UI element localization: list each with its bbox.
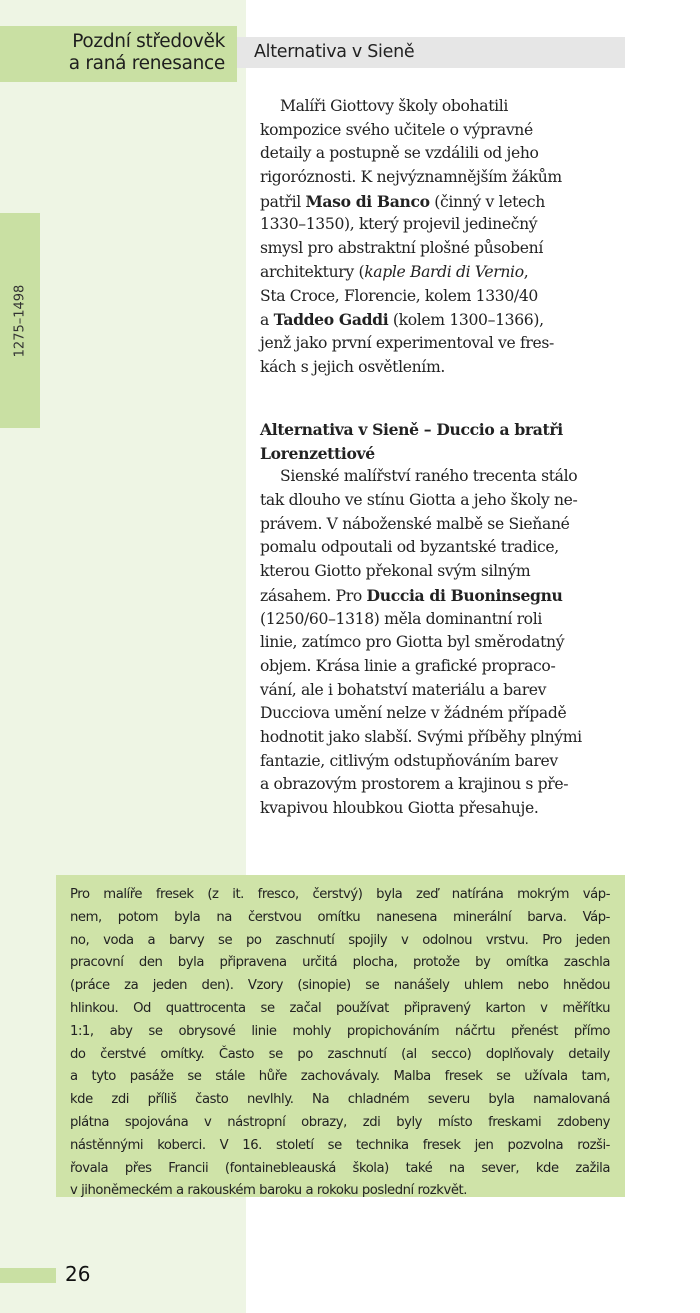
text-line <box>260 95 635 119</box>
text-run: vání, ale i bohatství materiálu a barev <box>260 680 547 699</box>
text-run: objem. Krása linie a grafické propraco- <box>260 656 556 675</box>
text-line <box>260 489 635 513</box>
box-text-line: Pro malíře fresek (z it. fresco, čerstvý) byla zeď natírána mokrým váp- <box>70 887 610 902</box>
text-run: pomalu odpoutali od byzantské tradice, <box>260 538 559 557</box>
box-text-line: nem, potom byla na čerstvou omítku nanesena minerální barva. Váp- <box>70 909 610 925</box>
text-run: Sta Croce, Florencie, kolem 1330/40 <box>260 286 538 305</box>
text-run: 1330–1350), který projevil jedinečný <box>260 215 538 234</box>
period-tab <box>0 213 40 428</box>
text-line <box>260 308 635 332</box>
text-run: Malíři Giottovy školy obohatili <box>280 97 509 115</box>
text-line <box>260 679 635 703</box>
text-line <box>260 166 635 190</box>
text-line <box>260 726 635 750</box>
text-run: právem. V náboženské malbě se Sieňané <box>260 514 570 533</box>
box-text-line: v jihoněmeckém a rakouském baroku a rokoku poslední rozkvět. <box>70 1183 467 1199</box>
text-run: fantazie, citlivým odstupňováním barev <box>260 751 558 770</box>
text-run: kterou Giotto překonal svým silným <box>260 562 531 581</box>
text-run: hodnotit jako slabší. Svými příběhy plnými <box>260 727 582 746</box>
box-text-line: plátna spojována v nástropní obrazy, zdi byly místo freskami zdobeny <box>70 1114 610 1130</box>
text-run: rigoróznosti. K nejvýznamnějším žákům <box>260 168 562 187</box>
text-run: tak dlouho ve stínu Giotta a jeho školy ne- <box>260 491 578 510</box>
text-run: detaily a postupně se vzdálili od jeho <box>260 144 539 163</box>
bold-name: Taddeo Gaddi <box>273 310 389 330</box>
box-text-line: hlinkou. Od quattrocenta se začal používat připravený karton v měřítku <box>70 1000 610 1016</box>
text-line <box>260 797 635 821</box>
box-text-line: řovala přes Francii (fontainebleauská škola) také na sever, kde zažila <box>70 1160 610 1176</box>
text-run: smysl pro abstraktní plošné působení <box>260 239 543 258</box>
text-run: kompozice svého učitele o výpravné <box>260 120 533 139</box>
subheading-line-2: Lorenzettiové <box>260 443 375 463</box>
period-label: 1275–1498 <box>12 284 28 358</box>
text-line <box>260 655 635 679</box>
text-line <box>260 213 635 237</box>
text-line <box>260 261 635 285</box>
text-line <box>260 190 635 214</box>
text-run: , <box>523 262 529 281</box>
text-run: (činný v letech <box>429 192 545 211</box>
text-line <box>260 560 635 584</box>
text-line <box>260 332 635 356</box>
section-title: Alternativa v Sieně <box>237 37 625 68</box>
text-run: kvapivou hloubkou Giotta přesahuje. <box>260 799 539 817</box>
page-number-bar <box>0 1268 56 1283</box>
paragraph-1 <box>260 95 635 379</box>
paragraph-2 <box>260 465 635 820</box>
text-run: architektury ( <box>260 262 365 281</box>
text-line <box>260 465 635 489</box>
text-run: linie, zatímco pro Giotta byl směrodatný <box>260 633 565 652</box>
text-line <box>260 702 635 726</box>
box-text-line: pracovní den byla připravena určitá plocha, protože by omítka zaschla <box>70 955 610 971</box>
text-run: (kolem 1300–1366), <box>388 311 544 330</box>
text-run: (1250/60–1318) měla dominantní roli <box>260 609 542 628</box>
text-line <box>260 237 635 261</box>
text-run: patřil <box>260 192 306 211</box>
text-line <box>260 773 635 797</box>
subheading-line-1: Alternativa v Sieně – Duccio a bratři <box>260 420 563 439</box>
text-line <box>260 356 635 380</box>
text-line <box>260 119 635 143</box>
text-run: jenž jako první experimentoval ve fres- <box>260 333 554 352</box>
info-box-fresco <box>56 875 625 1197</box>
box-text-line: (práce za jeden den). Vzory (sinopie) se nanášely uhlem nebo hnědou <box>70 978 610 994</box>
text-run: Sienské malířství raného trecenta stálo <box>280 467 578 486</box>
text-line <box>260 513 635 537</box>
text-run: a obrazovým prostorem a krajinou s pře- <box>260 775 569 794</box>
italic-work: kaple Bardi di Vernio <box>364 262 524 281</box>
text-line <box>260 631 635 655</box>
box-text-line: a tyto pasáže se stále hůře zachovávaly. Malba fresek se užívala tam, <box>70 1069 610 1085</box>
box-text-line: nástěnnými koberci. V 16. století se technika fresek jen pozvolna rozši- <box>70 1137 610 1153</box>
text-run: a <box>260 311 274 330</box>
chapter-title-line-1: Pozdní středověk <box>72 31 225 52</box>
bold-name: Duccia di Buoninsegnu <box>366 585 563 605</box>
text-run: kách s jejich osvětlením. <box>260 357 445 376</box>
text-line <box>260 584 635 608</box>
chapter-title-line-2: a raná renesance <box>68 53 225 74</box>
chapter-header <box>0 26 237 82</box>
text-line <box>260 608 635 632</box>
box-text-line: 1:1, aby se obrysové linie mohly propichováním náčrtu přenést přímo <box>70 1023 610 1039</box>
text-line <box>260 285 635 309</box>
text-run: zásahem. Pro <box>260 586 367 605</box>
page-number: 26 <box>65 1262 91 1286</box>
text-line <box>260 750 635 774</box>
section-2 <box>260 418 635 821</box>
box-text-line: kde zdi příliš často nevlhly. Na chladném severu byla namalovaná <box>70 1092 610 1108</box>
text-line <box>260 536 635 560</box>
bold-name: Maso di Banco <box>305 191 430 211</box>
text-run: Ducciova umění nelze v žádném případě <box>260 704 567 723</box>
box-text-line: do čerstvé omítky. Často se po zaschnutí (al secco) doplňovaly detaily <box>70 1046 610 1062</box>
text-line <box>260 142 635 166</box>
box-text-line: no, voda a barvy se po zaschnutí spojily v odolnou vrstvu. Pro jeden <box>70 932 610 948</box>
